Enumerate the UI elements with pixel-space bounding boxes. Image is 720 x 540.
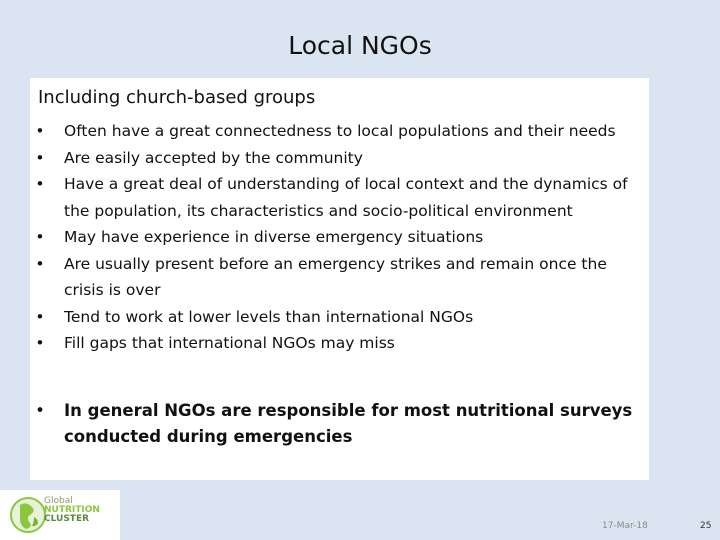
bullet-item: • Often have a great connectedness to local populations and their needs [30, 118, 640, 145]
nutrition-cluster-logo [0, 490, 120, 540]
content-panel [30, 78, 649, 480]
bullet-item: • Are easily accepted by the community [30, 145, 640, 172]
bullet-item: • Have a great deal of understanding of local context and the dynamics of the population, its characteristics and socio-political environment [30, 171, 640, 224]
bullet-icon [30, 304, 50, 331]
bullet-icon [30, 118, 50, 145]
slide-subtitle: Including church-based groups [38, 87, 316, 108]
bullet-icon [30, 330, 50, 357]
bullet-icon [30, 251, 50, 278]
bullet-icon [30, 398, 50, 424]
bullet-icon [30, 171, 50, 198]
slide-title: Local NGOs [288, 31, 432, 60]
bullet-list [30, 118, 640, 357]
page-number: 25 [700, 521, 712, 531]
bullet-item: • May have experience in diverse emergency situations [30, 224, 640, 251]
summary-bullet: • In general NGOs are responsible for most nutritional surveys conducted during emergencies [30, 398, 640, 450]
bullet-icon [30, 224, 50, 251]
bullet-icon [30, 145, 50, 172]
bullet-item: • Tend to work at lower levels than international NGOs [30, 304, 640, 331]
bullet-item: • Fill gaps that international NGOs may miss [30, 330, 640, 357]
footer-date: 17-Mar-18 [602, 521, 648, 531]
logo-wordmark: Global NUTRITION CLUSTER [44, 496, 100, 524]
bullet-item: • Are usually present before an emergency strikes and remain once the crisis is over [30, 251, 640, 304]
